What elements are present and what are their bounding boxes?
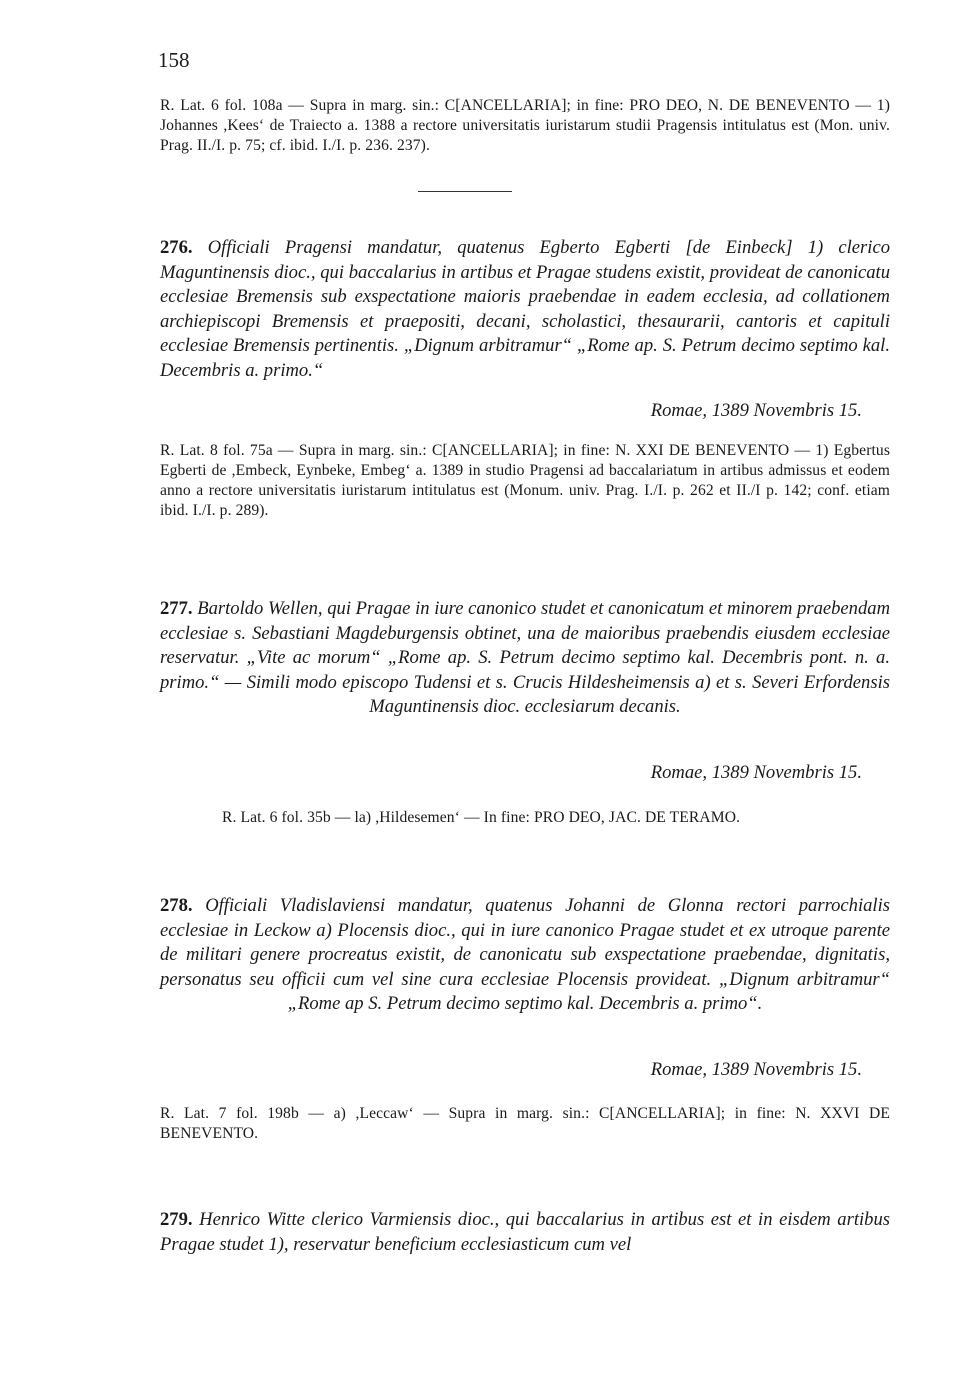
entry-278-text <box>160 894 890 1017</box>
entry-number: 276. <box>160 237 193 258</box>
entry-276-note: R. Lat. 8 fol. 75a — Supra in marg. sin.: C[ANCELLARIA]; in fine: N. XXI DE BENEVENTO — 1) Egbertus Egberti de ,Embeck, Eynbeke, Embeg‘ a. 1389 in studio Pragensi ad baccalariatum in artibus admissus et eodem anno a rectore universitatis iuristarum intitulatus est (Monum. univ. Prag. I./I. p. 262 et II./I p. 142; conf. etiam ibid. I./I. p. 289). <box>160 442 890 519</box>
entry-body: Henrico Witte clerico Varmiensis dioc., qui baccalarius in artibus est et in eisdem artibus Pragae studet 1), reservatur beneficium ecclesiasticum cum vel <box>160 1209 890 1255</box>
entry-277-note: R. Lat. 6 fol. 35b — la) ,Hildesemen‘ — In fine: PRO DEO, JAC. DE TERAMO. <box>222 809 741 826</box>
entry-278-note: R. Lat. 7 fol. 198b — a) ,Leccaw‘ — Supra in marg. sin.: C[ANCELLARIA]; in fine: N. XXVI DE BENEVENTO. <box>160 1105 890 1142</box>
entry-body: Bartoldo Wellen, qui Pragae in iure canonico studet et canonicatum et minorem praebendam ecclesiae s. Sebastiani Magdeburgensis obtinet, una de maioribus praebendis eiusdem ecclesiae reservatur. „Vite ac morum“ „Rome ap. S. Petrum decimo septimo kal. Decembris pont. n. a. primo.“ — Simili modo episcopo Tudensi et s. Crucis Hildesheimensis a) et s. Severi Erfordensis Maguntinensis dioc. ecclesiarum decanis. <box>160 598 890 718</box>
entry-276-text <box>160 236 890 384</box>
intro-footnote: R. Lat. 6 fol. 108a — Supra in marg. sin.: C[ANCELLARIA]; in fine: PRO DEO, N. DE BENEVENTO — 1) Johannes ,Kees‘ de Traiecto a. 1388 a rectore universitatis iuristarum studii Pragensis intitulatus est (Mon. univ. Prag. II./I. p. 75; cf. ibid. I./I. p. 236. 237). <box>160 97 890 154</box>
entry-number: 278. <box>160 895 193 916</box>
separator-rule <box>418 191 512 192</box>
entry-body: Officiali Vladislaviensi mandatur, quatenus Johanni de Glonna rectori parrochialis ecclesiae in Leckow a) Plocensis dioc., qui in iure canonico Pragae studet et ex utroque parente de militari genere procreatus existit, de canonicatu sub exspectatione praebendae, dignitatis, personatus seu officii cum vel sine cura ecclesiae Plocensis provideat. „Dignum arbitramur“ „Rome ap S. Petrum decimo septimo kal. Decembris a. primo“. <box>160 895 890 1015</box>
entry-277-text <box>160 597 890 720</box>
entry-276-date: Romae, 1389 Novembris 15. <box>650 400 862 421</box>
entry-278-date: Romae, 1389 Novembris 15. <box>650 1059 862 1080</box>
entry-number: 277. <box>160 598 193 619</box>
entry-number: 279. <box>160 1209 193 1230</box>
page-number: 158 <box>158 48 190 72</box>
entry-body: Officiali Pragensi mandatur, quatenus Egberto Egberti [de Einbeck] 1) clerico Maguntinensis dioc., qui baccalarius in artibus et Pragae studens existit, provideat de canonicatu ecclesiae Bremensis sub exspectatione maioris praebendae in eadem ecclesia, ad collationem archiepiscopi Bremensis et praepositi, decani, scholastici, thesaurarii, cantoris et capituli ecclesiae Bremensis pertinentis. „Dignum arbitramur“ „Rome ap. S. Petrum decimo septimo kal. Decembris a. primo.“ <box>160 237 890 381</box>
entry-279-text <box>160 1208 890 1257</box>
entry-277-date: Romae, 1389 Novembris 15. <box>650 762 862 783</box>
